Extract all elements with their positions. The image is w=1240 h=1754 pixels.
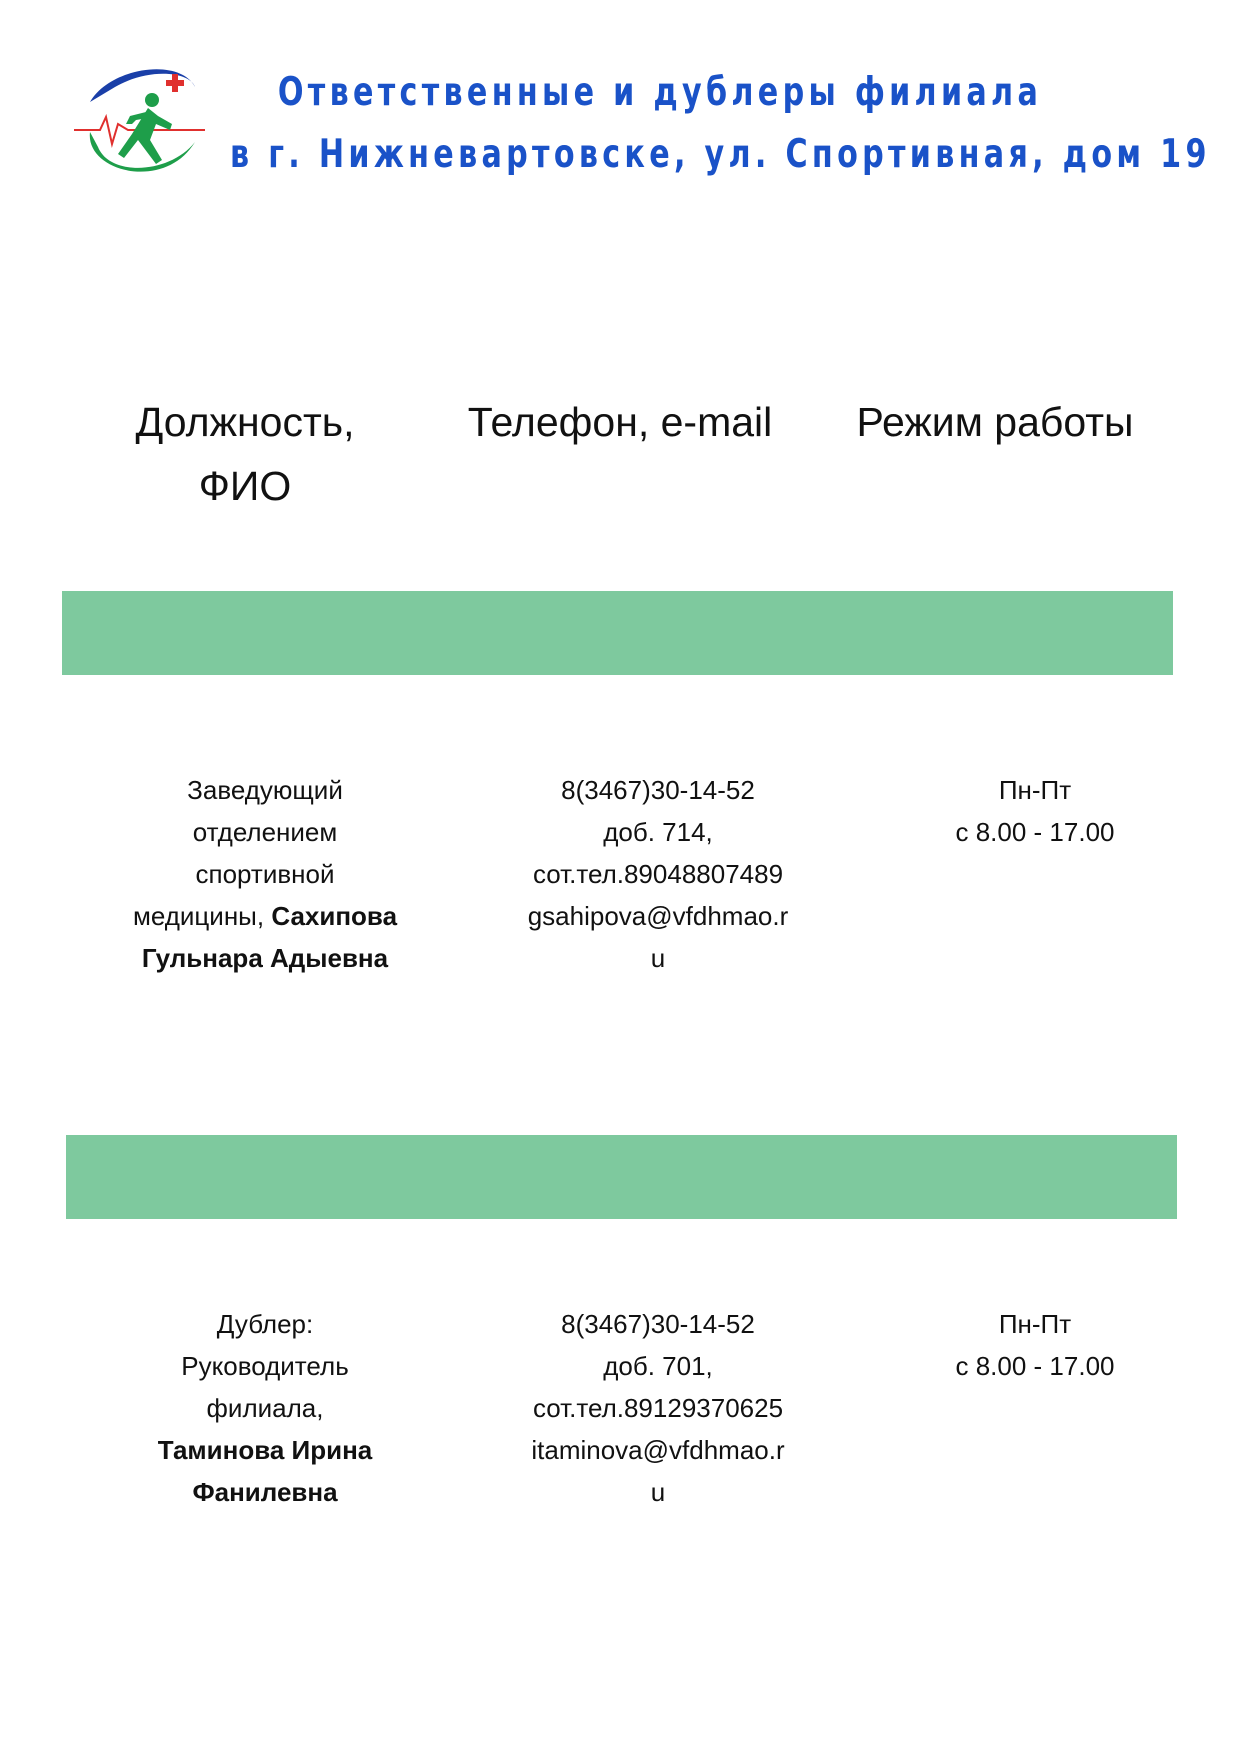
email-link-continued[interactable]: u [650,943,666,973]
role-line: Дублер: [216,1309,314,1339]
email-link[interactable]: gsahipova@vfdhmao.r [527,901,789,931]
role-line: медицины, [132,901,265,931]
person-name: Сахипова [271,901,398,931]
page-title-line-2: в г. Нижневартовске, ул. Спортивная, дом 19 [230,132,1211,177]
email-link[interactable]: itaminova@vfdhmao.r [531,1435,785,1465]
role-line: филиала, [206,1393,324,1423]
column-header-contacts: Телефон, e-mail [467,399,773,445]
person-name-continued: Фанилевна [192,1477,338,1507]
row-1-position [95,769,435,979]
phone-extension: доб. 701, [603,1351,713,1381]
work-hours: с 8.00 - 17.00 [955,817,1115,847]
phone-number: 8(3467)30-14-52 [561,775,755,805]
column-header-position-line-2: ФИО [198,463,292,509]
column-header-position [95,390,395,518]
role-line: Руководитель [181,1351,349,1381]
work-days: Пн-Пт [998,1309,1072,1339]
role-line: Заведующий [187,775,343,805]
email-link-continued[interactable]: u [650,1477,666,1507]
mobile-number: сот.тел.89129370625 [532,1393,784,1423]
column-header-schedule: Режим работы [856,399,1134,445]
work-days: Пн-Пт [998,775,1072,805]
phone-extension: доб. 714, [603,817,713,847]
runner-medical-logo-icon [70,62,210,184]
role-line: спортивной [195,859,335,889]
row-1-contacts [478,769,838,979]
work-hours: с 8.00 - 17.00 [955,1351,1115,1381]
row-2-position [95,1303,435,1513]
role-line: отделением [192,817,338,847]
column-header-position-line-1: Должность, [135,399,355,445]
divider-band-1 [62,591,1173,675]
row-1-schedule [885,769,1185,853]
page-title-line-1: Ответственные и дублеры филиала [277,70,1043,115]
person-name: Таминова Ирина [157,1435,373,1465]
person-name-continued: Гульнара Адыевна [141,943,389,973]
phone-number: 8(3467)30-14-52 [561,1309,755,1339]
mobile-number: сот.тел.89048807489 [532,859,784,889]
row-2-contacts [478,1303,838,1513]
divider-band-2 [66,1135,1177,1219]
row-2-schedule [885,1303,1185,1387]
